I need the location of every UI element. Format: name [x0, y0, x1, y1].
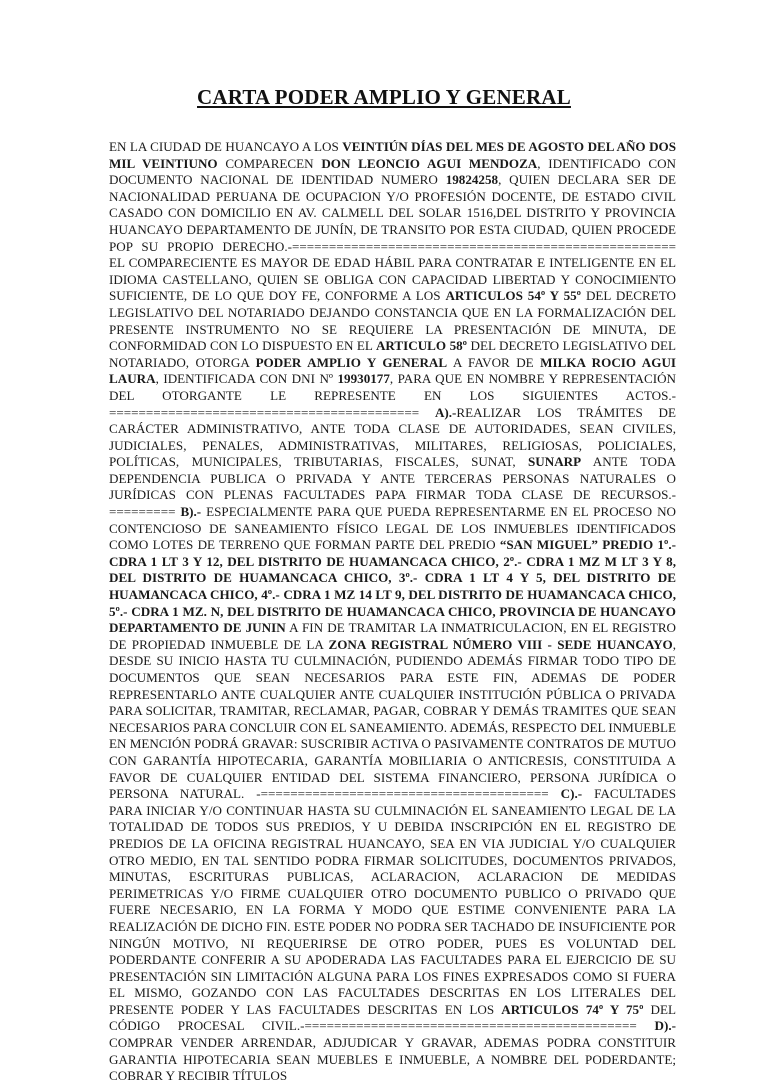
- bold-text-run: ZONA REGISTRAL NÚMERO VIII - SEDE HUANCAYO: [328, 636, 673, 652]
- text-run: ANTE TODA DEPENDENCIA PUBLICA O PRIVADA Y ANTE TERCERAS PERSONAS NATURALES O JURÍDICAS CON PLENAS FACULTADES PAPA FIRMAR TODA CLASE DE RECURSOS.-=========: [109, 454, 676, 520]
- bold-text-run: 19824258: [445, 172, 499, 188]
- bold-text-run: ARTICULOS 54º Y 55º: [445, 288, 581, 304]
- bold-text-run: C).-: [560, 786, 583, 802]
- text-run: , QUIEN DECLARA SER DE NACIONALIDAD PERUANA DE OCUPACION Y/O PROFESIÓN DOCENTE, DE ESTADO CIVIL CASADO CON DOMICILIO EN AV. CALMELL DEL SOLAR 1516,DEL DISTRITO Y PROVINCIA HUANCAYO DEPARTAMENTO DE JUNÍN, DE TRANSITO POR ESTA CIUDAD, QUIEN PROCEDE POP SU PROPIO DERECHO.-==================================================== EL COMPARECIENTE ES MAYOR DE EDAD HÁBIL PARA CONTRATAR E INTELIGENTE EN EL IDIOMA CASTELLANO, QUIEN SE OBLIGA CON CAPACIDAD LIBERTAD Y CONOCIMIENTO SUFICIENTE, DE LO QUE DOY FE, CONFORME A LOS: [109, 172, 676, 304]
- body-paragraph: [109, 139, 676, 1085]
- text-run: ESPECIALMENTE PARA QUE PUEDA REPRESENTARME EN EL PROCESO NO CONTENCIOSO DE SANEAMIENTO FÍSICO LEGAL DE LOS INMUEBLES IDENTIFICADOS COMO LOTES DE TERRENO QUE FORMAN PARTE DEL PREDIO: [109, 504, 677, 553]
- text-run: EN LA CIUDAD DE HUANCAYO A LOS: [109, 139, 343, 154]
- text-run: , PARA QUE EN NOMBRE Y REPRESENTACIÓN DEL OTORGANTE LE REPRESENTE EN LOS SIGUIENTES ACTOS.-==========================================: [109, 371, 676, 420]
- document-body: [109, 139, 676, 1085]
- bold-text-run: PODER AMPLIO Y GENERAL: [255, 354, 448, 370]
- bold-text-run: DON LEONCIO AGUI MENDOZA: [321, 155, 538, 171]
- text-run: REALIZAR LOS TRÁMITES DE CARÁCTER ADMINISTRATIVO, ANTE TODA CLASE DE AUTORIDADES, SEAN CIVILES, JUDICIALES, PENALES, ADMINISTRATIVAS, MILITARES, RELIGIOSAS, POLICIALES, POLÍTICAS, MUNICIPALES, TRIBUTARIAS, FISCALES, SUNAT,: [109, 404, 677, 470]
- text-run: , IDENTIFICADA CON DNI Nº: [155, 371, 338, 387]
- text-run: DEL CÓDIGO PROCESAL CIVIL.-=============================================: [109, 1001, 676, 1034]
- text-run: COMPRAR VENDER ARRENDAR, ADJUDICAR Y GRAVAR, ADEMAS PODRA CONSTITUIR GARANTIA HIPOTECARIA SEAN MUEBLES E INMUEBLE, A NOMBRE DEL PODERDANTE; COBRAR Y RECIBIR TÍTULOS: [109, 1035, 676, 1084]
- bold-text-run: MILKA ROCIO AGUI LAURA: [109, 354, 676, 387]
- text-run: A FIN DE TRAMITAR LA INMATRICULACION, EN EL REGISTRO DE PROPIEDAD INMUEBLE DE LA: [109, 620, 677, 652]
- bold-text-run: SUNARP: [528, 454, 582, 470]
- text-run: FACULTADES PARA INICIAR Y/O CONTINUAR HASTA SU CULMINACIÓN EL SANEAMIENTO LEGAL DE LA TOTALIDAD DE TODOS SUS PREDIOS, Y U DEBIDA INSCRIPCIÓN EN EL REGISTRO DE PREDIOS DE LA OFICINA REGISTRAL HUANCAYO, SEA EN VIA JUDICIAL Y/O CUALQUIER OTRO MEDIO, EN TAL SENTIDO PODRA FIRMAR SOLICITUDES, DOCUMENTOS PRIVADOS, MINUTAS, ESCRITURAS PUBLICAS, ACLARACION, ACLARACION DE MEDIDAS PERIMETRICAS Y/O FIRME CUALQUIER OTRO DOCUMENTO PUBLICO O PRIVADO QUE FUERE NECESARIO, EN LA FORMA Y MODO QUE ESTIME CONVENIENTE PARA LA REALIZACIÓN DE DICHO FIN. ESTE PODER NO PODRA SER TACHADO DE INSUFICIENTE POR NINGÚN MOTIVO, NI REQUERIRSE DE OTRO PODER, PUES ES VOLUNTAD DEL PODERDANTE CONFERIR A SU APODERADA LAS FACULTADES PARA EL EJERCICIO DE SU PRESENTACIÓN SIN LIMITACIÓN ALGUNA PARA LOS FINES EXPRESADOS COMO SI FUERA EL MISMO, GOZANDO CON LAS FACULTADES DESCRITAS EN LOS LITERALES DEL PRESENTE PODER Y LAS FACULTADES DESCRITAS EN LOS: [109, 786, 676, 1017]
- bold-text-run: A).-: [434, 404, 457, 420]
- text-run: COMPARECEN: [217, 155, 322, 171]
- bold-text-run: ARTICULOS 74º Y 75º: [501, 1001, 644, 1017]
- text-run: , DESDE SU INICIO HASTA TU CULMINACIÓN, PUDIENDO ADEMÁS FIRMAR TODO TIPO DE DOCUMENTOS QUE SEAN NECESARIOS PARA ESTE FIN, ADEMAS DE PODER REPRESENTARLO ANTE CUALQUIER ANTE CUALQUIER INSTITUCIÓN PÚBLICA O PRIVADA PARA SOLICITAR, TRAMITAR, RECLAMAR, PAGAR, COBRAR Y DEMÁS TRAMITES QUE SEAN NECESARIOS PARA CONCLUIR CON EL SANEAMIENTO. ADEMÁS, RESPECTO DEL INMUEBLE EN MENCIÓN PODRÁ GRAVAR: SUSCRIBIR ACTIVA O PASIVAMENTE CONTRATOS DE MUTUO CON GARANTÍA HIPOTECARIA, GARANTÍA MOBILIARIA O ANTICRESIS, CONSTITUIDA A FAVOR DE CUALQUIER ENTIDAD DEL SISTEMA FINANCIERO, PERSONA JURÍDICA O PERSONA NATURAL. -=======================================: [109, 636, 676, 802]
- bold-text-run: D).-: [654, 1018, 676, 1034]
- text-run: DEL DECRETO LEGISLATIVO DEL NOTARIADO DEJANDO CONSTANCIA QUE EN LA FORMALIZACIÓN DEL PRESENTE INSTRUMENTO NO SE REQUIERE LA PRESENTACIÓN DE MINUTA, DE CONFORMIDAD CON LO DISPUESTO EN EL: [109, 288, 676, 354]
- bold-text-run: ARTICULO 58º: [375, 338, 468, 354]
- text-run: A FAVOR DE: [447, 354, 541, 370]
- document-title: CARTA PODER AMPLIO Y GENERAL: [197, 85, 571, 109]
- bold-text-run: VEINTIÚN DÍAS DEL MES DE AGOSTO DEL AÑO DOS MIL VEINTIUNO: [109, 139, 676, 171]
- bold-text-run: “SAN MIGUEL” PREDIO 1º.- CDRA 1 LT 3 Y 12, DEL DISTRITO DE HUAMANCACA CHICO, 2º.- CDRA 1 MZ M LT 3 Y 8, DEL DISTRITO DE HUAMANCACA CHICO, 3º.- CDRA 1 LT 4 Y 5, DEL DISTRITO DE HUAMANCACA CHICO, 4º.- CDRA 1 MZ 14 LT 9, DEL DISTRITO DE HUAMANCACA CHICO, 5º.- CDRA 1 MZ. N, DEL DISTRITO DE HUAMANCACA CHICO, PROVINCIA DE HUANCAYO DEPARTAMENTO DE JUNIN: [109, 537, 676, 636]
- text-run: , IDENTIFICADO CON DOCUMENTO NACIONAL DE IDENTIDAD NUMERO: [109, 155, 676, 188]
- bold-text-run: 19930177: [337, 371, 390, 387]
- bold-text-run: B).-: [180, 504, 202, 520]
- text-run: DEL DECRETO LEGISLATIVO DEL NOTARIADO, OTORGA: [109, 338, 676, 370]
